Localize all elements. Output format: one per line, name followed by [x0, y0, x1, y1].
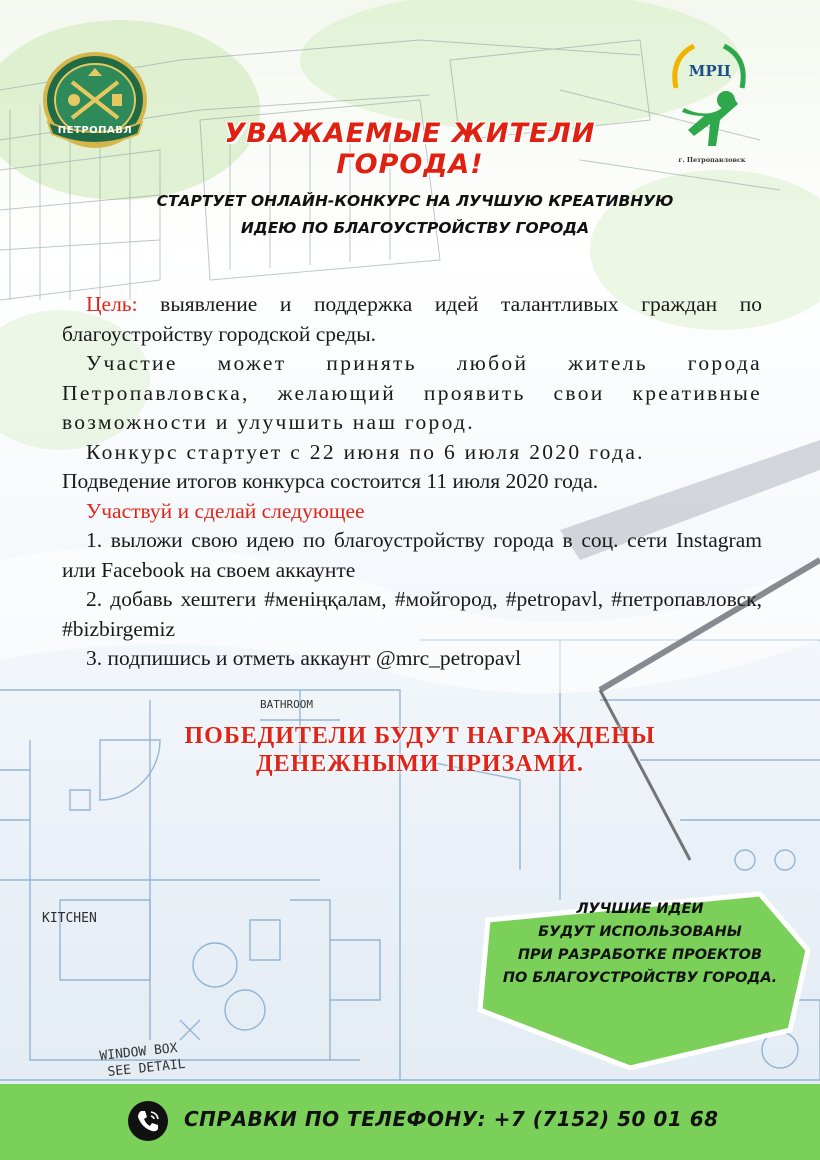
ideas-line-3: ПРИ РАЗРАБОТКЕ ПРОЕКТОВ [517, 947, 763, 963]
prizes-notice [120, 722, 720, 778]
phone-icon [128, 1101, 168, 1141]
step-2: 2. добавь хештеги #менiңқалам, #мойгород, #petropavl, #петропавловск, #bizbirgemiz [62, 587, 762, 641]
participation-paragraph: Участие может принять любой житель города Петропавловска, желающий проявить свои креативные возможности и улучшить наш город. [62, 351, 762, 434]
results-paragraph: Подведение итогов конкурса состоится 11 июля 2020 года. [62, 469, 599, 493]
subheadline-line-2: ИДЕЮ ПО БЛАГОУСТРОЙСТВУ ГОРОДА [240, 219, 590, 237]
kitchen-label: KITCHEN [42, 911, 97, 926]
goal-paragraph [62, 290, 762, 349]
ideas-line-1: ЛУЧШИЕ ИДЕИ [576, 901, 704, 917]
ideas-line-2: БУДУТ ИСПОЛЬЗОВАНЫ [538, 924, 742, 940]
mrc-label: МРЦ [688, 62, 732, 80]
goal-label: Цель: [86, 292, 138, 316]
goal-text: выявление и поддержка идей талантливых граждан по благоустройству городской среды. [62, 292, 762, 346]
bathroom-label: BATHROOM [260, 698, 313, 711]
headline: УВАЖАЕМЫЕ ЖИТЕЛИ ГОРОДА! [224, 118, 596, 180]
step-1: 1. выложи свою идею по благоустройству города в соц. сети Instagram или Facebook на своем аккаунте [62, 528, 762, 582]
ideas-line-4: ПО БЛАГОУСТРОЙСТВУ ГОРОДА. [502, 970, 778, 986]
see-detail-label: SEE DETAIL [106, 1056, 187, 1080]
body-text [62, 290, 762, 674]
subheadline [120, 188, 710, 242]
step-3: 3. подпишись и отметь аккаунт @mrc_petropavl [86, 646, 522, 670]
subheadline-line-1: СТАРТУЕТ ОНЛАЙН-КОНКУРС НА ЛУЧШУЮ КРЕАТИВНУЮ [156, 192, 674, 210]
city-emblem-logo [42, 52, 148, 152]
prizes-line-1: ПОБЕДИТЕЛИ БУДУТ НАГРАЖДЕНЫ [184, 723, 656, 749]
emblem-label: ПЕТРОПАВЛ [57, 125, 133, 136]
mrc-city: г. Петропавловск [678, 156, 746, 164]
best-ideas-text [470, 898, 810, 990]
best-ideas-badge [470, 880, 810, 1070]
phone-info: СПРАВКИ ПО ТЕЛЕФОНУ: +7 (7152) 50 01 68 [184, 1107, 719, 1131]
window-box-label: WINDOW BOX [98, 1040, 179, 1064]
prizes-line-2: ДЕНЕЖНЫМИ ПРИЗАМИ. [256, 751, 584, 777]
steps-title: Участвуй и сделай следующее [86, 498, 365, 523]
mrc-logo [664, 38, 754, 168]
dates-paragraph: Конкурс стартует с 22 июня по 6 июля 2020 года. [86, 439, 645, 464]
